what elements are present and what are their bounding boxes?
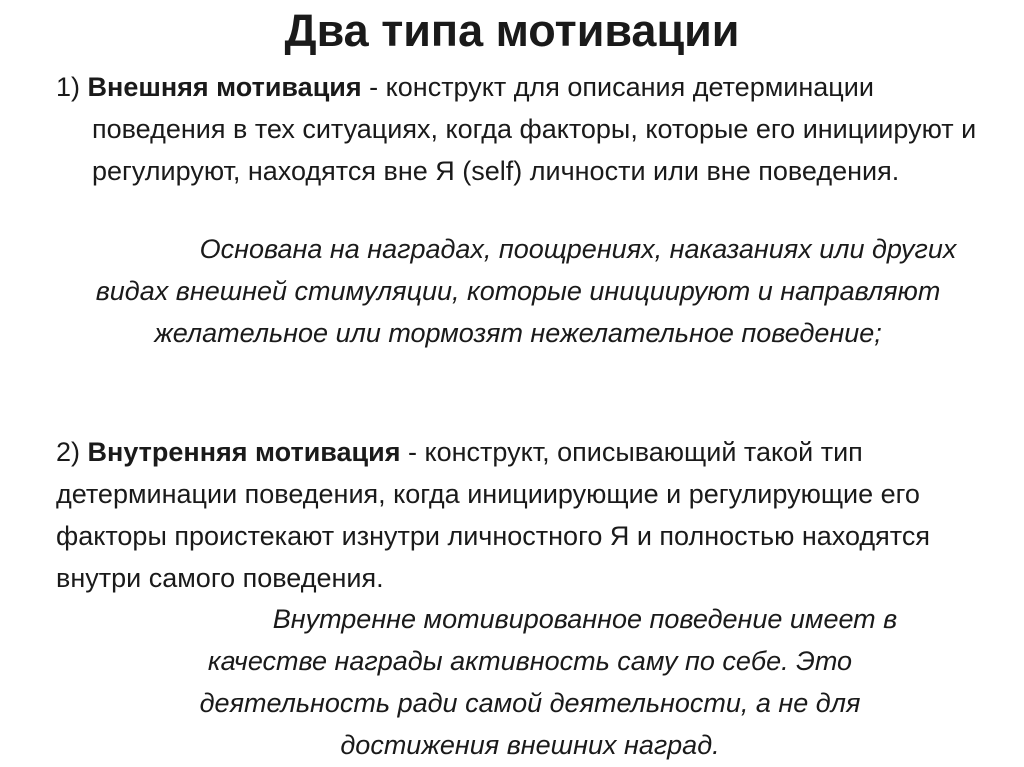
external-motivation-definition: - конструкт для описания детерминации поведения в тех ситуациях, когда факторы, которые его инициируют и регулируют, находятся вне Я (self) личности или вне поведения. (92, 72, 977, 186)
external-motivation-note: Основана на наградах, поощрениях, наказаниях или других видах внешней стимуляции, которые инициируют и направляют желательное или тормозят нежелательное поведение; (95, 234, 957, 348)
item-number: 2) (56, 437, 81, 467)
slide-title: Два типа мотивации (284, 5, 740, 56)
internal-motivation-term: Внутренняя мотивация (87, 437, 401, 467)
internal-motivation-item (56, 431, 986, 599)
internal-motivation-note: Внутренне мотивированное поведение имеет в качестве награды активность саму по себе. Это деятельность ради самой деятельности, а не для достижения внешних наград. (199, 604, 898, 760)
item-number: 1) (56, 72, 81, 102)
internal-motivation-definition: - конструкт, описывающий такой тип детерминации поведения, когда инициирующие и регулирующие его факторы проистекают изнутри личностного Я и полностью находятся внутри самого поведения. (56, 437, 930, 593)
external-motivation-item (56, 66, 1012, 192)
external-motivation-term: Внешняя мотивация (87, 72, 362, 102)
